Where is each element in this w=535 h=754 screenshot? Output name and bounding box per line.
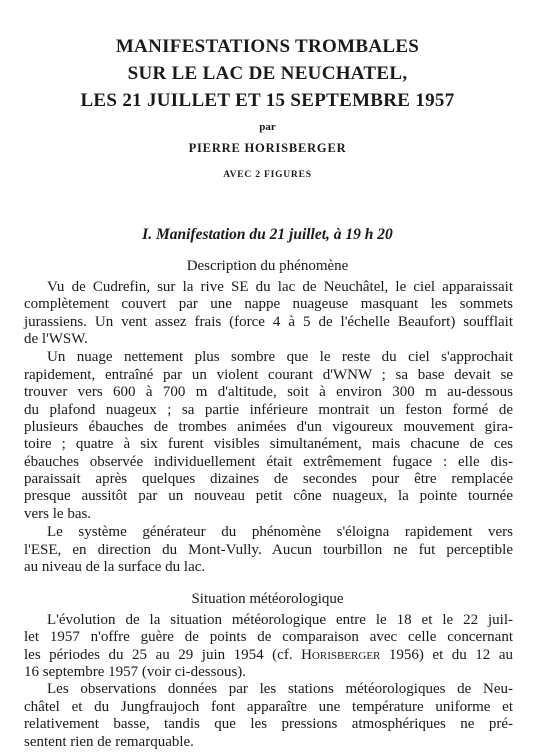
paragraph-line: jurassiens. Un vent assez frais (force 4 à 5 de l'échelle Beaufort) soufflait	[24, 313, 513, 330]
subheading-situation: Situation météorologique	[191, 590, 344, 607]
paragraph-line: complètement couvert par une nappe nuageuse masquant les sommets	[24, 296, 513, 313]
paragraph-line: du plafond nuageux ; sa partie inférieure montrait un feston formé de	[24, 401, 513, 418]
byline-par: par	[259, 120, 276, 133]
paragraph-line: sentent rien de remarquable.	[24, 733, 194, 750]
title-line-3: LES 21 JUILLET ET 15 SEPTEMBRE 1957	[80, 89, 455, 111]
paragraph-line: presque aussitôt par un nouveau petit cône nuageux, la pointe tournée	[24, 488, 513, 505]
paragraph-line: Le système générateur du phénomène s'éloigna rapidement vers	[47, 524, 513, 541]
paragraph-line: plusieurs ébauches de trombes animées d'un vigoureux mouvement gira-	[24, 418, 513, 435]
figures-note: AVEC 2 FIGURES	[223, 169, 312, 180]
paragraph-line: paraissait après quelques dizaines de secondes pour être remplacée	[24, 471, 513, 488]
paragraph-line: Un nuage nettement plus sombre que le reste du ciel s'approchait	[47, 349, 513, 366]
paragraph-line: 16 septembre 1957 (voir ci-dessous).	[24, 664, 247, 681]
paragraph-line: L'évolution de la situation météorologique entre le 18 et le 22 juil-	[47, 611, 513, 628]
paragraph-line	[24, 647, 513, 664]
citation-author: Horisberger	[301, 646, 381, 663]
paragraph-line: châtel et du Jungfraujoch font apparaître une température uniforme et	[24, 698, 513, 715]
paragraph-line: au niveau de la surface du lac.	[24, 558, 206, 575]
paragraph-line: trouver vers 600 à 700 m d'altitude, soit à environ 300 m au-dessous	[24, 384, 513, 401]
subheading-description: Description du phénomène	[186, 257, 349, 274]
paragraph-line: l'ESE, en direction du Mont-Vully. Aucun tourbillon ne fut perceptible	[24, 541, 513, 558]
title-line-1: MANIFESTATIONS TROMBALES	[115, 35, 420, 57]
title-line-2: SUR LE LAC DE NEUCHATEL,	[127, 62, 408, 84]
paragraph-line: relativement basse, tandis que les pressions atmosphériques ne pré-	[24, 716, 513, 733]
paragraph-line: Les observations données par les stations météorologiques de Neu-	[47, 681, 513, 698]
section-heading: I. Manifestation du 21 juillet, à 19 h 20	[142, 225, 393, 243]
paragraph-line: ébauches observée individuellement était extrêmement fugace : elle dis-	[24, 453, 513, 470]
paragraph-line: vers le bas.	[24, 505, 92, 522]
paragraph-line: toire ; quatre à six furent visibles simultanément, mais chacune de ces	[24, 436, 513, 453]
citation-text-before: les périodes du 25 au 29 juin 1954 (cf.	[24, 646, 302, 663]
paragraph-line: de l'WSW.	[24, 331, 88, 348]
author-name: PIERRE HORISBERGER	[188, 140, 347, 155]
paragraph-line: Vu de Cudrefin, sur la rive SE du lac de Neuchâtel, le ciel apparaissait	[47, 279, 513, 295]
paragraph-line: rapidement, entraîné par un violent courant d'WNW ; sa base devait se	[24, 366, 513, 383]
paragraph-line: let 1957 n'offre guère de points de comparaison avec celle concernant	[24, 629, 513, 646]
citation-text-after: 1956) et du 12 au	[380, 646, 513, 663]
